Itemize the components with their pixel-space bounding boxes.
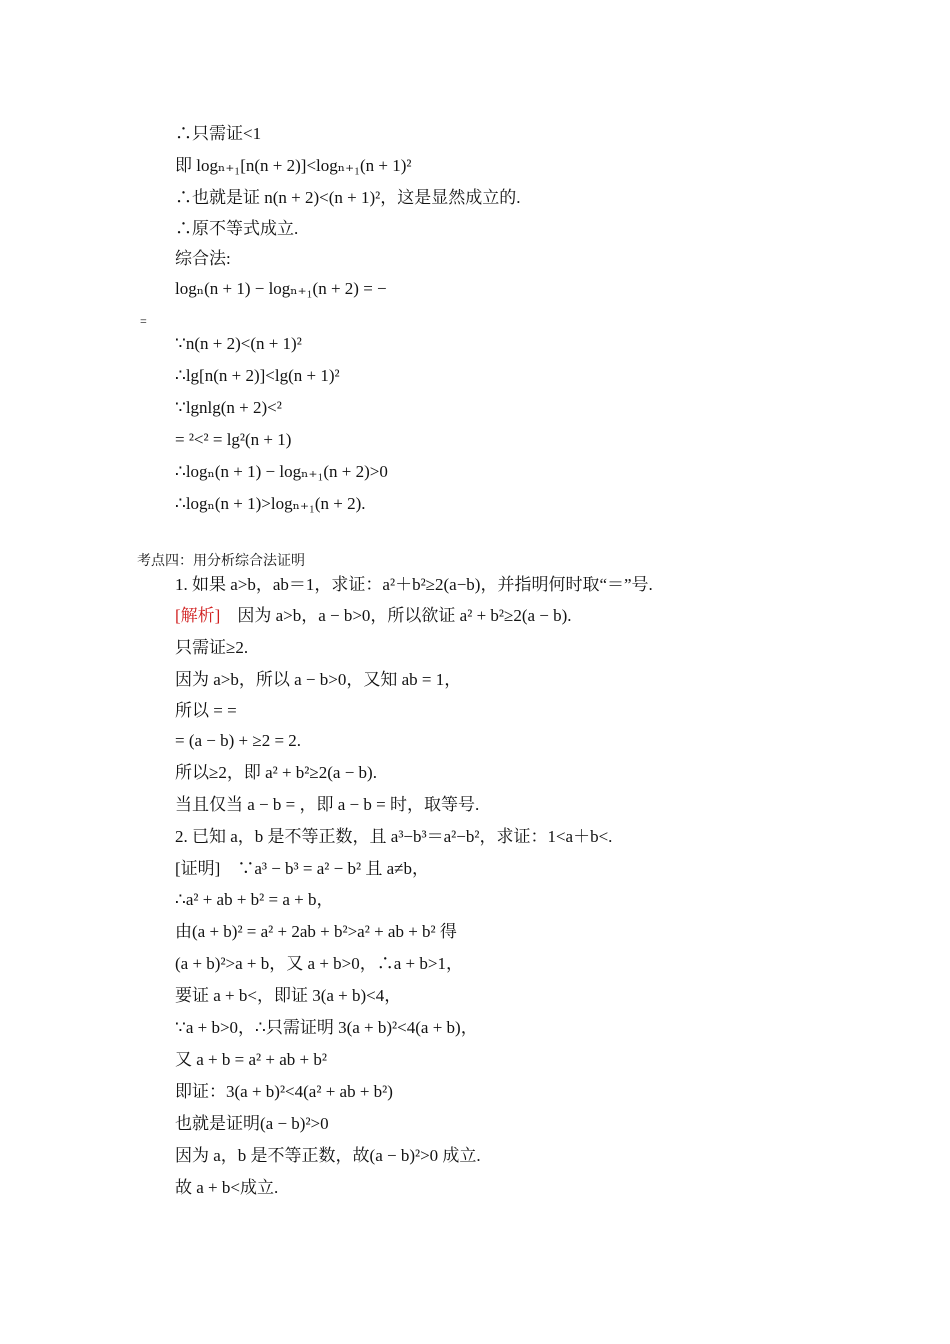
text-line: ∴logₙ(n + 1) − logₙ₊₁(n + 2)>0 [175, 462, 388, 481]
text-line: = ²<² = lg²(n + 1) [175, 430, 292, 449]
text-line: = (a − b) + ≥2 = 2. [175, 731, 302, 750]
text-span: ∵a³ − b³ = a² − b² 且 a≠b， [237, 859, 429, 878]
text-line: ∴原不等式成立. [175, 219, 299, 238]
text-line: 因为 a，b 是不等正数，故(a − b)²>0 成立. [175, 1146, 481, 1165]
text-span: 因为 a>b，a − b>0，所以欲证 a² + b²≥2(a − b). [237, 606, 572, 625]
text-line: 故 a + b<成立. [175, 1178, 279, 1197]
text-line: = [140, 314, 147, 328]
problem-1: 1. 如果 a>b，ab＝1，求证：a²＋b²≥2(a−b)，并指明何时取“＝”号. [175, 575, 653, 594]
text-line: ∵n(n + 2)<(n + 1)² [175, 334, 302, 353]
solution-line [175, 606, 572, 626]
text-line: 所以 = = [175, 701, 237, 720]
text-line: 要证 a + b<，即证 3(a + b)<4， [175, 986, 402, 1005]
jiexi-label: [解析] [175, 606, 221, 625]
text-line: ∵lgnlg(n + 2)<² [175, 398, 282, 417]
text-line: 由(a + b)² = a² + 2ab + b²>a² + ab + b² 得 [175, 922, 457, 941]
text-line: 只需证≥2. [175, 638, 249, 657]
text-line: 即证：3(a + b)²<4(a² + ab + b²) [175, 1082, 393, 1101]
text-line: ∴lg[n(n + 2)]<lg(n + 1)² [175, 366, 340, 385]
text-line: ∴a² + ab + b² = a + b， [175, 890, 334, 909]
text-line: 即 logₙ₊₁[n(n + 2)]<logₙ₊₁(n + 1)² [175, 156, 412, 175]
text-line: 因为 a>b，所以 a − b>0，又知 ab = 1， [175, 670, 462, 689]
text-line: (a + b)²>a + b，又 a + b>0，∴a + b>1， [175, 954, 463, 973]
text-line: logₙ(n + 1) − logₙ₊₁(n + 2) = − [175, 279, 387, 298]
section-heading: 考点四：用分析综合法证明 [137, 554, 305, 569]
text-line: 所以≥2，即 a² + b²≥2(a − b). [175, 763, 377, 782]
text-line: ∴只需证<1 [175, 124, 262, 143]
problem-2: 2. 已知 a，b 是不等正数，且 a³−b³＝a²−b²，求证：1<a＋b<. [175, 827, 613, 846]
text-line: ∴也就是证 n(n + 2)<(n + 1)²，这是显然成立的. [175, 188, 521, 207]
text-line: 也就是证明(a − b)²>0 [175, 1114, 329, 1133]
proof-line [175, 859, 429, 879]
zhengming-label: [证明] [175, 859, 221, 878]
text-line: 综合法: [175, 249, 231, 268]
text-line: 又 a + b = a² + ab + b² [175, 1050, 327, 1069]
text-line: ∵a + b>0，∴只需证明 3(a + b)²<4(a + b)， [175, 1018, 478, 1037]
text-line: ∴logₙ(n + 1)>logₙ₊₁(n + 2). [175, 494, 366, 513]
text-line: 当且仅当 a − b = ，即 a − b = 时，取等号. [175, 795, 480, 814]
